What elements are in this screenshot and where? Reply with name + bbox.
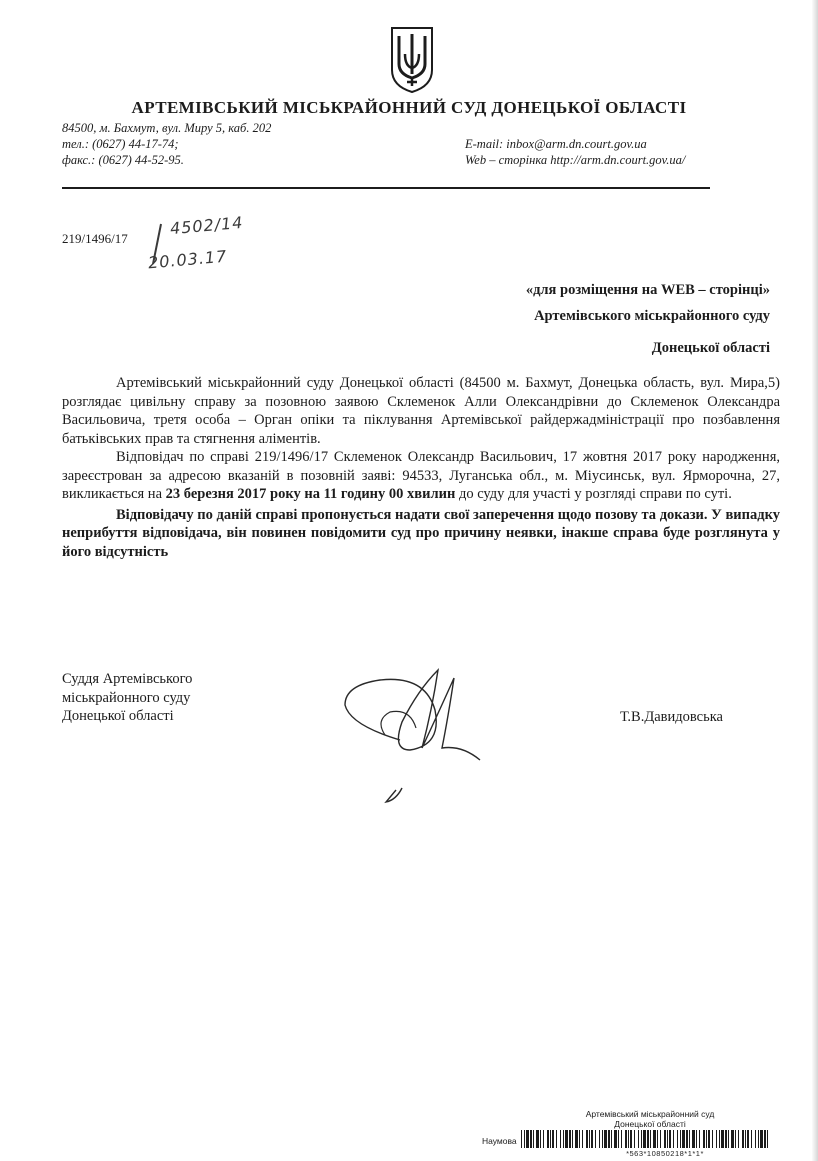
- judge-title: [62, 670, 192, 726]
- court-phone: тел.: (0627) 44-17-74;: [62, 137, 179, 151]
- coat-of-arms-icon: [388, 24, 436, 94]
- header-divider: [62, 187, 710, 189]
- body-paragraph-2: [62, 448, 780, 504]
- body-paragraph-3: Відповідачу по даній справі пропонується надати свої заперечення щодо позову та докази. У випадку неприбуття відповідача, він повинен повідомити суд про причину неявки, інакше справа буде розглянута у його відсутність: [62, 506, 780, 560]
- judge-title-line-1: Суддя Артемівського: [62, 671, 193, 687]
- outgoing-number: 219/1496/17: [62, 231, 128, 246]
- destination-line-1: «для розміщення на WEB – сторінці»: [525, 282, 770, 298]
- judge-title-line-2: міськрайонного суду: [62, 689, 191, 706]
- court-fax: факс.: (0627) 44-52-95.: [62, 153, 184, 167]
- court-title: АРТЕМІВСЬКИЙ МІСЬКРАЙОННИЙ СУД ДОНЕЦЬКОЇ ОБЛАСТІ: [131, 98, 687, 117]
- handwritten-date: 20.03.17: [147, 246, 228, 273]
- body-paragraph-1: Артемівський міськрайонний суду Донецької області (84500 м. Бахмут, Донецька область, вул. Мира,5) розглядає цивільну справу за позовною заявою Склеменок Алли Олександрівни до Склеменок Олександра Васильовича, третя особа – Орган опіки та піклування Артемівської райдержадміністрації про позбавлення батьківських прав та стягнення аліментів.: [62, 375, 780, 447]
- judge-signature: [330, 650, 500, 820]
- judge-title-line-3: Донецької області: [62, 708, 174, 724]
- court-address: 84500, м. Бахмут, вул. Миру 5, каб. 202: [62, 121, 272, 135]
- registry-stamp: [560, 1109, 740, 1129]
- document-barcode: [521, 1130, 771, 1148]
- stamp-court-line-1: Артемівський міськрайонний суд: [585, 1109, 715, 1119]
- court-email: E-mail: inbox@arm.dn.court.gov.ua: [465, 137, 647, 151]
- summons-text-end: до суду для участі у розгляді справи по суті.: [455, 486, 732, 502]
- stamp-operator-label: Наумова: [482, 1136, 517, 1146]
- destination-line-2: Артемівського міськрайонного суду: [534, 308, 770, 324]
- hearing-datetime: 23 березня 2017 року на 11 годину 00 хвилин: [165, 486, 456, 502]
- court-web: Web – сторінка http://arm.dn.court.gov.ua/: [465, 153, 686, 167]
- summons-text: Відповідач по справі 219/1496/17 Склеменок Олександр Васильович, 17 жовтня 2017 року народження, зареєстрован за адресою вказаній в позовній заяві: 94533, Луганська обл., м. Міусинськ, вул. Ярморочна, 27, викликається на: [62, 449, 780, 502]
- barcode-number: *563*10850218*1*1*: [626, 1149, 704, 1158]
- destination-line-3: Донецької області: [651, 340, 770, 356]
- letter-body: [62, 374, 780, 561]
- handwritten-number: 4502/14: [169, 212, 245, 239]
- stamp-court-line-2: Донецької області: [614, 1119, 686, 1129]
- judge-name: Т.В.Давидовська: [620, 709, 723, 725]
- page-edge-shadow: [812, 0, 818, 1161]
